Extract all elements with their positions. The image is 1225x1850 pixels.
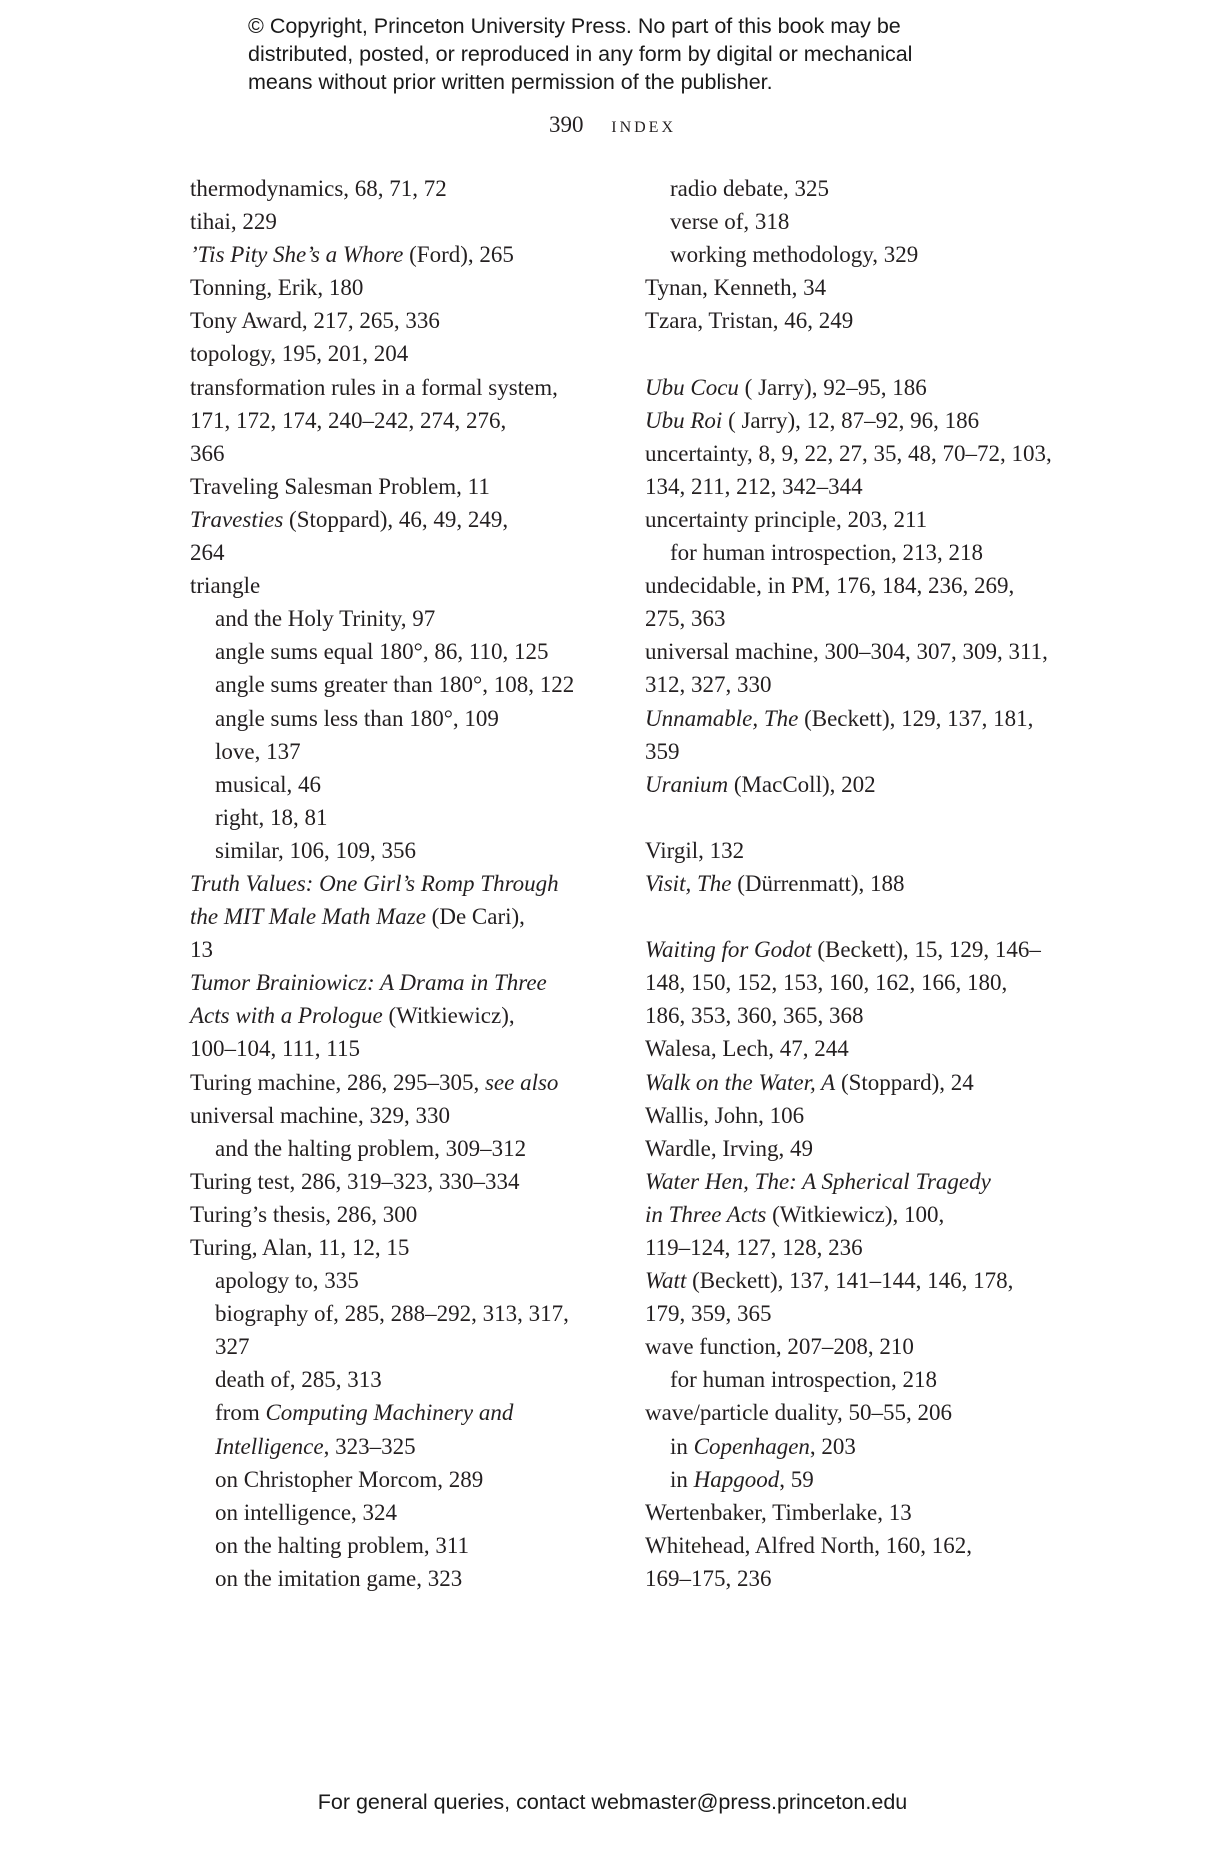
entry-text: ( Jarry), 12, 87–92, 96, 186 xyxy=(722,407,980,433)
entry-text: for human introspection, 218 xyxy=(670,1367,938,1393)
entry-text: (Stoppard), 24 xyxy=(835,1069,974,1095)
index-entry xyxy=(190,867,630,966)
entry-text: , 203 xyxy=(809,1433,856,1459)
section-label: index xyxy=(611,112,676,137)
entry-line xyxy=(190,271,630,304)
index-subentry xyxy=(645,536,1065,569)
italic-title: Water Hen, The: A Spherical Tragedy xyxy=(645,1168,991,1194)
entry-text: radio debate, 325 xyxy=(670,176,830,201)
index-entry xyxy=(645,1132,1065,1165)
index-entry xyxy=(190,1165,630,1198)
index-entry xyxy=(645,503,1065,536)
entry-text: from xyxy=(215,1400,266,1426)
index-entry xyxy=(190,304,630,337)
index-entry xyxy=(190,1198,630,1231)
index-subentry xyxy=(190,1496,630,1529)
italic-title: Intelligence xyxy=(215,1433,324,1459)
entry-line xyxy=(645,933,1065,966)
index-subentry xyxy=(190,1396,630,1462)
entry-text: 327 xyxy=(215,1334,250,1360)
entry-text: universal machine, 300–304, 307, 309, 311, xyxy=(645,639,1048,665)
entry-text: on the imitation game, 323 xyxy=(215,1565,463,1591)
letter-gap xyxy=(645,801,1065,834)
index-column-right xyxy=(645,172,1065,1595)
index-subentry xyxy=(190,1132,630,1165)
entry-line xyxy=(645,602,1065,635)
entry-line xyxy=(670,1463,1065,1496)
entry-line xyxy=(645,1562,1065,1595)
entry-text: (Beckett), 15, 129, 146– xyxy=(811,937,1041,963)
italic-title: the MIT Male Math Maze xyxy=(190,904,426,930)
entry-text: (MacColl), 202 xyxy=(728,771,876,797)
entry-line xyxy=(645,470,1065,503)
footer-contact: For general queries, contact webmaster@press.princeton.edu xyxy=(317,1790,908,1814)
entry-line xyxy=(645,1198,1065,1231)
index-entry xyxy=(190,205,630,238)
index-subentry xyxy=(190,1264,630,1297)
entry-text: uncertainty, 8, 9, 22, 27, 35, 48, 70–72, 103, xyxy=(645,440,1052,466)
entry-text: wave function, 207–208, 210 xyxy=(645,1334,914,1360)
entry-line xyxy=(215,735,630,768)
italic-title: see also xyxy=(484,1069,559,1095)
entry-text: , 323–325 xyxy=(323,1433,416,1459)
entry-text: for human introspection, 213, 218 xyxy=(670,540,984,566)
letter-gap xyxy=(645,337,1065,370)
entry-line xyxy=(190,966,630,999)
entry-line xyxy=(215,1496,630,1529)
entry-line xyxy=(215,1396,630,1429)
entry-text: topology, 195, 201, 204 xyxy=(190,341,409,367)
entry-line xyxy=(190,304,630,337)
index-subentry xyxy=(190,1463,630,1496)
entry-line xyxy=(190,437,630,470)
entry-line xyxy=(215,1529,630,1562)
entry-text: 169–175, 236 xyxy=(645,1565,772,1591)
index-subentry xyxy=(190,1529,630,1562)
entry-line xyxy=(190,999,630,1032)
entry-text: 134, 211, 212, 342–344 xyxy=(645,473,863,499)
index-subentry xyxy=(190,1363,630,1396)
index-entry xyxy=(645,437,1065,503)
entry-line xyxy=(645,1165,1065,1198)
entry-text: death of, 285, 313 xyxy=(215,1367,382,1393)
entry-text: , 59 xyxy=(779,1466,814,1492)
entry-line xyxy=(190,371,630,404)
italic-title: in Three Acts xyxy=(645,1201,767,1227)
index-subentry xyxy=(190,668,630,701)
italic-title: Ubu Roi xyxy=(645,407,723,433)
entry-line xyxy=(215,1463,630,1496)
entry-line xyxy=(215,1430,630,1463)
entry-text: Traveling Salesman Problem, 11 xyxy=(190,473,490,499)
entry-line xyxy=(215,801,630,834)
entry-line xyxy=(670,1363,1065,1396)
entry-line xyxy=(215,602,630,635)
entry-text: 275, 363 xyxy=(645,606,726,632)
entry-line xyxy=(645,271,1065,304)
italic-title: Hapgood xyxy=(693,1466,780,1492)
entry-line xyxy=(645,503,1065,536)
entry-line xyxy=(190,205,630,238)
entry-line xyxy=(215,1562,630,1595)
entry-line xyxy=(645,966,1065,999)
index-entry xyxy=(645,1264,1065,1330)
entry-text: tihai, 229 xyxy=(190,209,277,235)
entry-text: (Witkiewicz), 100, xyxy=(766,1201,945,1227)
entry-line xyxy=(215,702,630,735)
entry-line xyxy=(645,1032,1065,1065)
index-entry xyxy=(190,337,630,370)
entry-text: Wardle, Irving, 49 xyxy=(645,1135,814,1161)
entry-line xyxy=(670,536,1065,569)
entry-line xyxy=(670,1430,1065,1463)
entry-line xyxy=(190,536,630,569)
index-entry xyxy=(190,966,630,1065)
entry-line xyxy=(645,1297,1065,1330)
entry-text: 359 xyxy=(645,738,680,764)
entry-line xyxy=(670,238,1065,271)
entry-line xyxy=(645,668,1065,701)
italic-title: Acts with a Prologue xyxy=(190,1003,383,1029)
index-subentry xyxy=(190,635,630,668)
entry-line xyxy=(190,933,630,966)
entry-line xyxy=(190,569,630,602)
index-subentry xyxy=(645,205,1065,238)
entry-line xyxy=(645,569,1065,602)
index-entry xyxy=(645,271,1065,304)
index-subentry xyxy=(190,768,630,801)
entry-line xyxy=(215,668,630,701)
index-subentry xyxy=(190,1562,630,1595)
entry-text: Walesa, Lech, 47, 244 xyxy=(645,1036,849,1062)
entry-text: and the halting problem, 309–312 xyxy=(215,1135,527,1161)
entry-text: (Stoppard), 46, 49, 249, xyxy=(283,506,509,532)
index-entry xyxy=(190,238,630,271)
entry-line xyxy=(645,999,1065,1032)
index-entry xyxy=(645,1529,1065,1595)
index-subentry xyxy=(645,1463,1065,1496)
copyright-notice xyxy=(248,12,1008,96)
entry-text: (Beckett), 137, 141–144, 146, 178, xyxy=(686,1268,1014,1294)
index-subentry xyxy=(190,602,630,635)
entry-line xyxy=(645,867,1065,900)
index-entry xyxy=(190,569,630,602)
index-entry xyxy=(190,1231,630,1264)
index-entry xyxy=(645,569,1065,635)
entry-line xyxy=(670,172,1065,205)
entry-line xyxy=(645,1264,1065,1297)
entry-text: universal machine, 329, 330 xyxy=(190,1102,450,1128)
index-entry xyxy=(645,404,1065,437)
entry-text: triangle xyxy=(190,573,261,599)
entry-text: on intelligence, 324 xyxy=(215,1499,398,1525)
entry-line xyxy=(645,404,1065,437)
entry-text: on Christopher Morcom, 289 xyxy=(215,1466,484,1492)
index-subentry xyxy=(645,172,1065,205)
entry-text: (Dürrenmatt), 188 xyxy=(731,870,905,896)
index-subentry xyxy=(645,1363,1065,1396)
entry-line xyxy=(190,404,630,437)
entry-line xyxy=(215,1363,630,1396)
index-subentry xyxy=(645,238,1065,271)
entry-line xyxy=(645,702,1065,735)
entry-line xyxy=(190,1198,630,1231)
index-entry xyxy=(645,1330,1065,1363)
italic-title: Unnamable, The xyxy=(645,705,799,731)
italic-title: Walk on the Water, A xyxy=(645,1069,836,1095)
entry-text: 119–124, 127, 128, 236 xyxy=(645,1235,863,1260)
entry-text: angle sums equal 180°, 86, 110, 125 xyxy=(215,639,549,665)
entry-line xyxy=(645,1132,1065,1165)
entry-text: 366 xyxy=(190,440,225,466)
entry-text: ( Jarry), 92–95, 186 xyxy=(738,374,927,400)
index-subentry xyxy=(190,1297,630,1363)
italic-title: Watt xyxy=(645,1268,687,1294)
index-entry xyxy=(190,1066,630,1132)
entry-text: (Witkiewicz), xyxy=(382,1003,515,1029)
entry-text: (Beckett), 129, 137, 181, xyxy=(798,705,1034,731)
index-entry xyxy=(645,371,1065,404)
index-subentry xyxy=(190,702,630,735)
entry-line xyxy=(190,1165,630,1198)
entry-text: musical, 46 xyxy=(215,771,322,797)
italic-title: Tumor Brainiowicz: A Drama in Three xyxy=(190,970,547,996)
entry-line xyxy=(190,1032,630,1065)
entry-text: Turing test, 286, 319–323, 330–334 xyxy=(190,1168,520,1194)
entry-line xyxy=(645,1529,1065,1562)
entry-line xyxy=(645,1496,1065,1529)
entry-text: on the halting problem, 311 xyxy=(215,1532,470,1558)
entry-text: thermodynamics, 68, 71, 72 xyxy=(190,176,447,201)
entry-line xyxy=(190,1231,630,1264)
entry-text: Tzara, Tristan, 46, 249 xyxy=(645,308,854,334)
entry-line xyxy=(645,437,1065,470)
copyright-line: means without prior written permission of the publisher. xyxy=(248,70,773,94)
entry-text: undecidable, in PM, 176, 184, 236, 269, xyxy=(645,573,1015,599)
entry-text: Turing, Alan, 11, 12, 15 xyxy=(190,1235,410,1260)
entry-text: in xyxy=(670,1466,694,1492)
letter-gap xyxy=(645,900,1065,933)
index-entry xyxy=(645,1396,1065,1429)
index-entry xyxy=(645,1032,1065,1065)
entry-text: Tony Award, 217, 265, 336 xyxy=(190,308,440,334)
entry-line xyxy=(645,1066,1065,1099)
index-entry xyxy=(645,702,1065,768)
index-entry xyxy=(190,470,630,503)
index-entry xyxy=(190,271,630,304)
entry-line xyxy=(215,1297,630,1330)
copyright-line: distributed, posted, or reproduced in any form by digital or mechanical xyxy=(248,42,913,66)
index-entry xyxy=(645,768,1065,801)
entry-line xyxy=(190,172,630,205)
entry-line xyxy=(190,503,630,536)
entry-text: Whitehead, Alfred North, 160, 162, xyxy=(645,1532,973,1558)
entry-text: 264 xyxy=(190,540,225,566)
italic-title: Computing Machinery and xyxy=(265,1400,514,1426)
entry-text: 186, 353, 360, 365, 368 xyxy=(645,1003,864,1029)
italic-title: Visit, The xyxy=(645,870,732,896)
entry-line xyxy=(215,635,630,668)
entry-line xyxy=(190,900,630,933)
index-subentry xyxy=(645,1430,1065,1463)
entry-line xyxy=(215,834,630,867)
entry-line xyxy=(190,1066,630,1099)
index-column-left xyxy=(190,172,630,1595)
index-entry xyxy=(645,1099,1065,1132)
entry-text: 13 xyxy=(190,937,213,963)
entry-line xyxy=(645,1099,1065,1132)
entry-text: 312, 327, 330 xyxy=(645,672,772,698)
entry-line xyxy=(645,834,1065,867)
index-entry xyxy=(190,503,630,569)
page-number: 390 xyxy=(548,112,584,137)
entry-line xyxy=(190,238,630,271)
italic-title: Ubu Cocu xyxy=(645,374,739,400)
entry-line xyxy=(645,768,1065,801)
index-entry xyxy=(645,1066,1065,1099)
entry-line xyxy=(645,1231,1065,1264)
entry-text: right, 18, 81 xyxy=(215,804,328,830)
entry-line xyxy=(645,1330,1065,1363)
entry-text: Turing’s thesis, 286, 300 xyxy=(190,1201,418,1227)
index-subentry xyxy=(190,834,630,867)
copyright-line: © Copyright, Princeton University Press. No part of this book may be xyxy=(248,14,901,38)
entry-line xyxy=(645,1396,1065,1429)
index-entry xyxy=(645,1165,1065,1264)
entry-text: uncertainty principle, 203, 211 xyxy=(645,506,928,532)
entry-text: Wertenbaker, Timberlake, 13 xyxy=(645,1499,912,1525)
index-entry xyxy=(645,933,1065,1032)
entry-text: Virgil, 132 xyxy=(645,837,745,863)
index-entry xyxy=(645,834,1065,867)
entry-text: wave/particle duality, 50–55, 206 xyxy=(645,1400,953,1426)
entry-line xyxy=(645,735,1065,768)
entry-text: Tynan, Kenneth, 34 xyxy=(645,275,827,301)
index-entry xyxy=(645,1496,1065,1529)
index-entry xyxy=(645,867,1065,900)
italic-title: Truth Values: One Girl’s Romp Through xyxy=(190,870,559,896)
entry-line xyxy=(645,371,1065,404)
index-subentry xyxy=(190,735,630,768)
entry-line xyxy=(190,470,630,503)
entry-text: 100–104, 111, 115 xyxy=(190,1036,360,1062)
entry-line xyxy=(215,1264,630,1297)
entry-text: 171, 172, 174, 240–242, 274, 276, xyxy=(190,407,507,433)
index-entry xyxy=(190,371,630,470)
entry-text: 179, 359, 365 xyxy=(645,1301,772,1327)
entry-text: angle sums less than 180°, 109 xyxy=(215,705,499,731)
entry-text: biography of, 285, 288–292, 313, 317, xyxy=(215,1301,569,1327)
entry-line xyxy=(215,1330,630,1363)
entry-line xyxy=(645,635,1065,668)
index-entry xyxy=(645,304,1065,337)
index-subentry xyxy=(190,801,630,834)
entry-text: and the Holy Trinity, 97 xyxy=(215,606,436,632)
italic-title: Travesties xyxy=(190,506,284,532)
entry-text: Turing machine, 286, 295–305, xyxy=(190,1069,485,1095)
entry-text: 148, 150, 152, 153, 160, 162, 166, 180, xyxy=(645,970,1008,996)
entry-text: Tonning, Erik, 180 xyxy=(190,275,364,301)
index-entry xyxy=(645,635,1065,701)
italic-title: Waiting for Godot xyxy=(645,937,812,963)
italic-title: Copenhagen xyxy=(693,1433,810,1459)
entry-line xyxy=(215,1132,630,1165)
entry-text: Wallis, John, 106 xyxy=(645,1102,805,1128)
entry-text: in xyxy=(670,1433,694,1459)
entry-text: transformation rules in a formal system, xyxy=(190,374,558,400)
entry-line xyxy=(645,304,1065,337)
italic-title: Uranium xyxy=(645,771,729,797)
entry-line xyxy=(190,337,630,370)
entry-line xyxy=(190,867,630,900)
running-head xyxy=(0,112,1225,138)
index-entry xyxy=(190,172,630,205)
entry-text: apology to, 335 xyxy=(215,1268,359,1294)
entry-text: similar, 106, 109, 356 xyxy=(215,837,416,863)
entry-text: (De Cari), xyxy=(425,904,525,930)
entry-line xyxy=(215,768,630,801)
entry-line xyxy=(190,1099,630,1132)
entry-text: verse of, 318 xyxy=(670,209,790,235)
entry-text: (Ford), 265 xyxy=(403,242,514,268)
entry-text: love, 137 xyxy=(215,738,301,764)
entry-text: working methodology, 329 xyxy=(670,242,919,268)
italic-title: ’Tis Pity She’s a Whore xyxy=(190,242,404,268)
entry-line xyxy=(670,205,1065,238)
entry-text: angle sums greater than 180°, 108, 122 xyxy=(215,672,575,698)
